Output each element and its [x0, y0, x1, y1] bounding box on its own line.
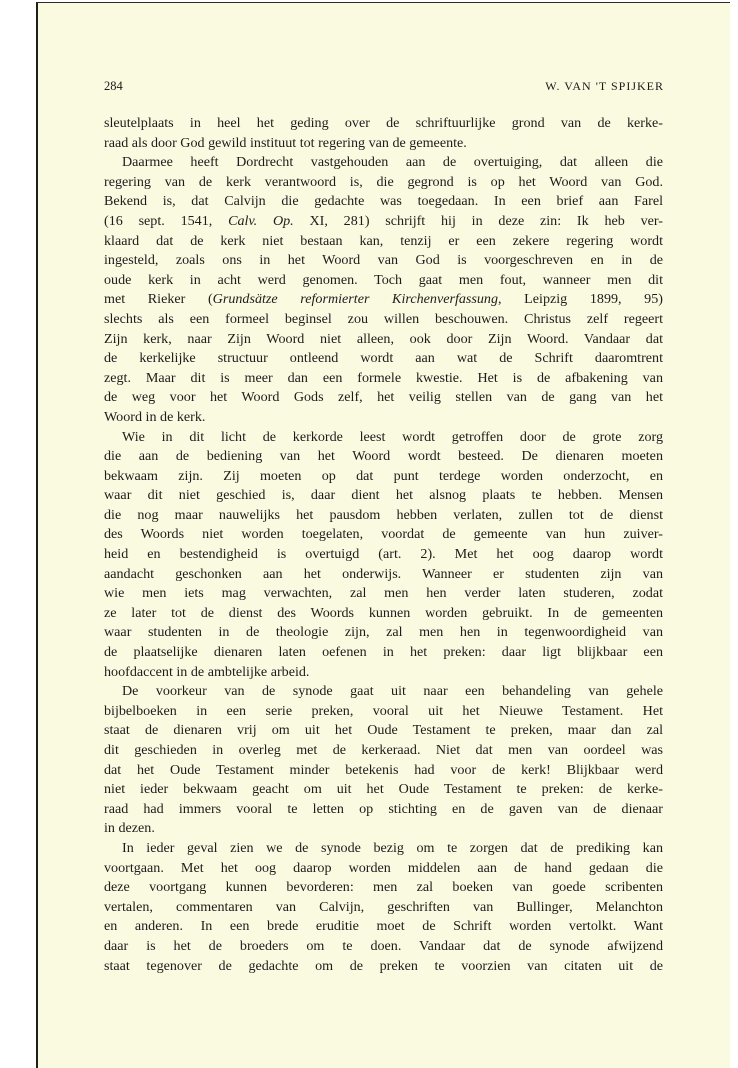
text-line: de kerkelijke structuur ontleend wordt aan wat de Schrift daaromtrent: [104, 350, 663, 367]
text-line: regering van de kerk verantwoord is, die gegrond is op het Woord van God.: [104, 173, 663, 190]
text-line: In ieder geval zien we de synode bezig om te zorgen dat de prediking kan: [122, 839, 663, 856]
text-line: slechts als een formeel beginsel zou willen beschouwen. Christus zelf regeert: [104, 310, 663, 327]
text-line: waar studenten in de theologie zijn, zal men hen in tegenwoordigheid van: [104, 624, 663, 641]
text-line: oude kerk in acht werd genomen. Toch gaat men fout, wanneer men dit: [104, 271, 663, 288]
text-line: hoofdaccent in de ambtelijke arbeid.: [104, 663, 310, 680]
text-line: dit geschieden in overleg met de kerkeraad. Niet dat men van oordeel was: [104, 742, 663, 758]
text-line: vertalen, commentaren van Calvijn, geschriften van Bullinger, Melanchton: [104, 898, 663, 915]
text-line: ze later tot de dienst des Woords kunnen worden gebruikt. In de gemeenten: [104, 604, 663, 621]
text-line: waar dit niet geschied is, daar dient het alsnog plaats te hebben. Mensen: [104, 487, 663, 504]
text-line: klaard dat de kerk niet bestaan kan, tenzij er een zekere regering wordt: [104, 232, 663, 249]
text-line: die nog maar nauwelijks het pausdom hebben verlaten, zullen tot de dienst: [104, 506, 663, 523]
text-line: voortgaan. Met het oog daarop worden middelen aan de hand gedaan die: [104, 859, 663, 876]
text-line: bekwaam zijn. Zij moeten op dat punt terdege worden onderzocht, en: [104, 467, 663, 484]
text-line: zegt. Maar dit is meer dan een formele kwestie. Het is de afbakening van: [104, 369, 663, 386]
text-line: aandacht geschonken aan het onderwijs. Wanneer er studenten zijn van: [104, 565, 663, 582]
text-line: ingesteld, zoals ons in het Woord van God is voorgeschreven en in de: [104, 252, 663, 269]
text-line: Bekend is, dat Calvijn die gedachte was toegedaan. In een brief aan Farel: [104, 193, 663, 210]
paragraph: [104, 839, 663, 976]
running-head: [104, 79, 664, 99]
text-line: Wie in dit licht de kerkorde leest wordt getroffen door de grote zorg: [122, 428, 663, 445]
text-line: raad had immers vooral te letten op stichting en de gaven van de dienaar: [104, 800, 663, 817]
text-line: sleutelplaats in heel het geding over de schriftuurlijke grond van de kerke-: [104, 115, 663, 131]
text-line: heid en bestendigheid is overtuigd (art. 2). Met het oog daarop wordt: [104, 546, 663, 563]
text-line: de plaatselijke dienaren laten oefenen in het preken: daar ligt blijkbaar een: [104, 644, 663, 661]
text-line: in dezen.: [104, 820, 155, 837]
text-line: daar is het de broeders om te doen. Vandaar dat de synode afwijzend: [104, 937, 663, 954]
text-line: (16 sept. 1541, Calv. Op. XI, 281) schrijft hij in deze zin: Ik heb ver-: [104, 212, 663, 229]
text-line: de weg voor het Woord Gods zelf, het veilig stellen van de gang van het: [104, 389, 663, 406]
body-text: [104, 114, 663, 976]
text-line: De voorkeur van de synode gaat uit naar een behandeling van gehele: [122, 683, 663, 700]
text-line: des Woords niet worden toegelaten, voordat de gemeente van hun zuiver-: [104, 526, 663, 543]
text-line: bijbelboeken in een serie preken, vooral uit het Nieuwe Testament. Het: [104, 702, 663, 719]
text-line: Daarmee heeft Dordrecht vastgehouden aan de overtuiging, dat alleen die: [122, 154, 663, 171]
text-line: en anderen. In een brede eruditie moet de Schrift worden vertolkt. Want: [104, 918, 663, 935]
text-line: dat het Oude Testament minder betekenis had voor de kerk! Blijkbaar werd: [104, 761, 663, 778]
text-line: niet ieder bekwaam geacht om uit het Oude Testament te preken: de kerke-: [104, 781, 663, 798]
text-line: staat de dienaren vrij om uit het Oude Testament te preken, maar dan zal: [104, 722, 663, 739]
text-line: staat tegenover de gedachte om de preken te voorzien van citaten uit de: [104, 957, 663, 974]
text-line: raad als door God gewild instituut tot regering van de gemeente.: [104, 134, 467, 151]
paragraph: [104, 682, 663, 839]
text-line: die aan de bediening van het Woord wordt besteed. De dienaren moeten: [104, 448, 663, 465]
paragraph: [104, 428, 663, 683]
text-line: Zijn kerk, naar Zijn Woord niet alleen, ook door Zijn Woord. Vandaar dat: [104, 330, 663, 347]
text-line: deze voortgang kunnen bevorderen: men zal boeken van goede scribenten: [104, 879, 663, 896]
text-line: wie men iets mag verwachten, zal men hen verder laten studeren, zodat: [104, 585, 663, 602]
page-number: 284: [104, 79, 123, 93]
text-line: Woord in de kerk.: [104, 408, 206, 425]
text-line: met Rieker (Grundsätze reformierter Kirchenverfassung, Leipzig 1899, 95): [104, 291, 663, 308]
running-title: W. VAN 'T SPIJKER: [545, 79, 664, 93]
paragraph: [104, 114, 663, 153]
paragraph: [104, 153, 663, 427]
